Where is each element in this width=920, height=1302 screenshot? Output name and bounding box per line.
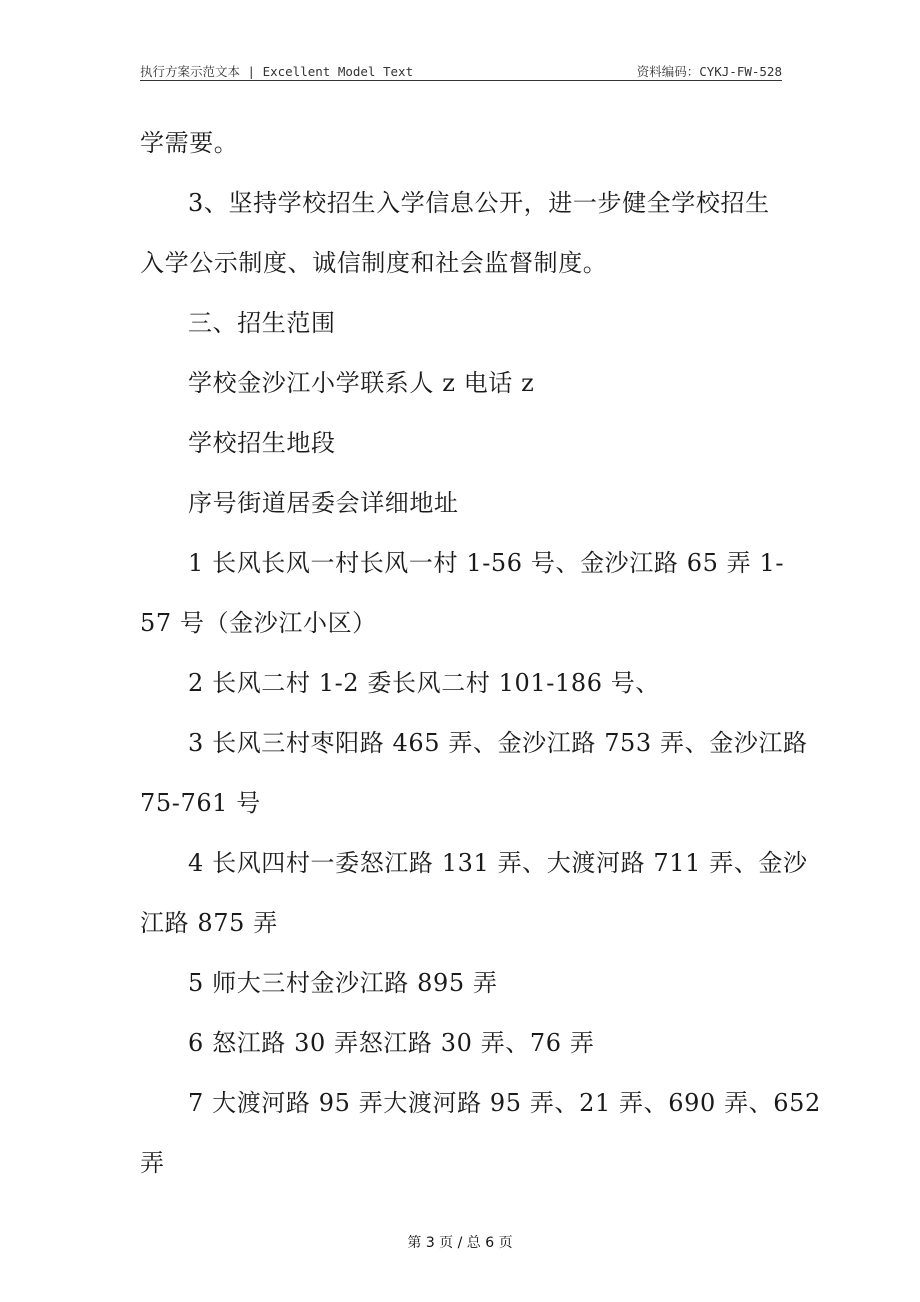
paragraph-line: 学校招生地段 <box>188 429 336 457</box>
paragraph-line: 3 长风三村枣阳路 465 弄、金沙江路 753 弄、金沙江路 <box>188 729 808 757</box>
header-title: 执行方案示范文本 | Excellent Model Text <box>140 64 414 79</box>
paragraph-line: 序号街道居委会详细地址 <box>188 489 459 517</box>
paragraph-line: 学需要。 <box>140 129 239 157</box>
paragraph-line: 75-761 号 <box>140 789 261 817</box>
document-code: 资料编码：CYKJ-FW-528 <box>636 64 782 79</box>
paragraph-line: 入学公示制度、诚信制度和社会监督制度。 <box>140 249 608 277</box>
section-heading: 三、招生范围 <box>188 309 336 337</box>
paragraph-line: 江路 875 弄 <box>140 909 278 937</box>
paragraph-line: 弄 <box>140 1149 165 1177</box>
paragraph-line: 57 号（金沙江小区） <box>140 609 377 637</box>
paragraph-line: 3、坚持学校招生入学信息公开，进一步健全学校招生 <box>188 189 770 217</box>
paragraph-line: 1 长风长风一村长风一村 1-56 号、金沙江路 65 弄 1- <box>188 549 785 577</box>
paragraph-line: 7 大渡河路 95 弄大渡河路 95 弄、21 弄、690 弄、652 <box>188 1089 821 1117</box>
paragraph-line: 学校金沙江小学联系人 z 电话 z <box>188 369 535 397</box>
page-number: 第 3 页 / 总 6 页 <box>407 1235 513 1251</box>
paragraph-line: 4 长风四村一委怒江路 131 弄、大渡河路 711 弄、金沙 <box>188 849 808 877</box>
page-header <box>140 60 782 81</box>
paragraph-line: 6 怒江路 30 弄怒江路 30 弄、76 弄 <box>188 1029 595 1057</box>
paragraph-line: 2 长风二村 1-2 委长风二村 101-186 号、 <box>188 669 660 697</box>
paragraph-line: 5 师大三村金沙江路 895 弄 <box>188 969 498 997</box>
